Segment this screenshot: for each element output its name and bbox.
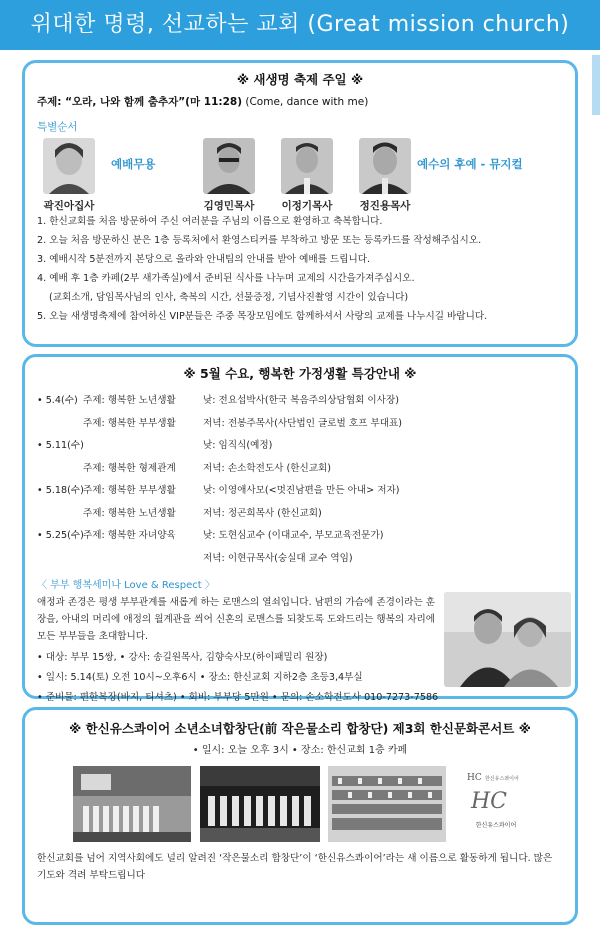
schedule-theme: 주제: 행복한 노년생활 bbox=[83, 395, 176, 406]
schedule-speaker: 낮: 전요섭박사(한국 복음주의상담협회 이사장) bbox=[203, 395, 399, 406]
schedule-row bbox=[37, 503, 575, 526]
schedule-row bbox=[37, 548, 575, 571]
notice-item: 5. 오늘 새생명축제에 참여하신 VIP분들은 주중 목장모임에도 함께하셔서 사랑의 교제를 나누시길 바랍니다. bbox=[37, 311, 488, 322]
person-name: 정진용목사 bbox=[359, 200, 411, 212]
notice-item: 2. 오늘 처음 방문하신 분은 1층 등록처에서 환영스티커를 부착하고 방문 또는 등록카드를 작성해주십시오. bbox=[37, 235, 482, 246]
section-title: ※ 5월 수요, 행복한 가정생활 특강안내 ※ bbox=[183, 366, 417, 381]
lecture-schedule bbox=[37, 390, 575, 570]
notice-item: 1. 한신교회를 처음 방문하여 주신 여러분을 주님의 이름으로 환영하고 축복합니다. bbox=[37, 216, 383, 227]
special-program-label: 특별순서 bbox=[37, 121, 78, 133]
concert-description: 한신교회를 넘어 지역사회에도 널리 알려진 ‘작은물소리 합창단’이 ‘한신유스콰이어’라는 새 이름으로 활동하게 됩니다. 많은 기도와 격려 부탁드립니다 bbox=[37, 853, 553, 881]
seminar-detail: • 준비물: 편한복장(바지, 티셔츠) • 회비: 부부당 5만원 • 문의: 손소학전도사 010-7273-7586 bbox=[37, 692, 439, 703]
person-photo bbox=[359, 138, 411, 194]
schedule-date: • 5.18(수) bbox=[37, 485, 84, 496]
svg-text:HC: HC bbox=[471, 789, 508, 814]
schedule-row bbox=[37, 435, 575, 458]
schedule-theme: 주제: 행복한 형제관계 bbox=[83, 462, 176, 474]
theme-english: (Come, dance with me) bbox=[245, 96, 369, 108]
schedule-theme: 주제: 행복한 노년생활 bbox=[83, 507, 176, 519]
theme-label: 주제: “오라, 나와 함께 춤추자”(마 11:28) bbox=[37, 96, 243, 108]
person-name: 이정기목사 bbox=[281, 200, 333, 212]
choir-photo bbox=[200, 766, 320, 842]
schedule-row bbox=[37, 390, 575, 413]
schedule-speaker: 저녁: 전봉주목사(사단법인 글로벌 호프 부대표) bbox=[203, 417, 402, 429]
side-tab bbox=[592, 55, 600, 115]
choir-photo bbox=[328, 766, 446, 842]
schedule-row bbox=[37, 458, 575, 481]
choir-photo bbox=[73, 766, 191, 842]
schedule-speaker: 낮: 임직식(예정) bbox=[203, 440, 273, 451]
notice-item: (교회소개, 담임목사님의 인사, 축복의 시간, 선물증정, 기념사진촬영 시간이 있습니다) bbox=[49, 292, 409, 303]
dance-tag: 예배무용 bbox=[111, 157, 156, 171]
seminar-description: 애정과 존경은 평생 부부관계를 새롭게 하는 로맨스의 열쇠입니다. 남편의 가슴에 존경이라는 훈장을, 아내의 머리에 애정의 월계관을 씌어 신혼의 로맨스를 되찾도록 도와드리는 행복의 자리에 모든 부부들을 초대합니다. bbox=[37, 597, 436, 642]
concert-photos bbox=[25, 766, 575, 842]
family-lecture-section bbox=[22, 354, 578, 703]
culture-concert-section bbox=[22, 707, 578, 925]
schedule-theme: 주제: 행복한 부부생활 bbox=[83, 485, 176, 496]
notice-list bbox=[37, 212, 565, 326]
theme-line bbox=[37, 94, 575, 109]
schedule-speaker: 저녁: 손소학전도사 (한신교회) bbox=[203, 462, 332, 474]
schedule-row bbox=[37, 525, 575, 548]
choir-logo bbox=[461, 766, 531, 842]
schedule-theme: 주제: 행복한 부부생활 bbox=[83, 417, 176, 429]
schedule-date: • 5.25(수) bbox=[37, 530, 84, 541]
schedule-speaker: 저녁: 이현규목사(숭실대 교수 역임) bbox=[203, 552, 353, 564]
schedule-row bbox=[37, 480, 575, 503]
svg-text:HC: HC bbox=[467, 773, 482, 783]
schedule-speaker: 낮: 이영애사모(<멋진남편을 만든 아내> 저자) bbox=[203, 485, 400, 496]
schedule-row bbox=[37, 413, 575, 436]
schedule-speaker: 저녁: 정곤희목사 (한신교회) bbox=[203, 507, 322, 519]
notice-item: 3. 예배시작 5분전까지 본당으로 올라와 안내팀의 안내를 받아 예배를 드립니다. bbox=[37, 254, 371, 265]
seminar-title: 〈 부부 행복세미나 Love & Respect 〉 bbox=[37, 580, 215, 591]
seminar-detail: • 일시: 5.14(토) 오전 10시~오후6시 • 장소: 한신교회 지하2층 초등3,4부실 bbox=[37, 672, 363, 683]
logo-label: 한신유스콰이어 bbox=[475, 822, 517, 829]
schedule-date: • 5.4(수) bbox=[37, 395, 78, 406]
notice-item: 4. 예배 후 1층 카페(2부 새가족실)에서 준비된 식사를 나누며 교제의 시간을가져주십시오. bbox=[37, 273, 415, 284]
couple-photo bbox=[444, 592, 571, 687]
special-program-people bbox=[25, 138, 575, 210]
person-photo bbox=[203, 138, 255, 194]
person-name: 곽진아집사 bbox=[43, 200, 95, 212]
schedule-speaker: 낮: 도현심교수 (이대교수, 부모교육전문가) bbox=[203, 530, 384, 541]
person-photo bbox=[281, 138, 333, 194]
person-name: 김영민목사 bbox=[203, 200, 255, 212]
schedule-date: • 5.11(수) bbox=[37, 440, 84, 451]
section-title: ※ 한신유스콰이어 소년소녀합창단(前 작은물소리 합창단) 제3회 한신문화콘서트 ※ bbox=[69, 721, 531, 736]
seminar-detail: • 대상: 부부 15쌍, • 강사: 송길원목사, 김향숙사모(하이패밀리 원장) bbox=[37, 652, 328, 663]
section-title: ※ 새생명 축제 주일 ※ bbox=[236, 72, 364, 87]
person-photo bbox=[43, 138, 95, 194]
new-life-festival-section bbox=[22, 60, 578, 347]
page-banner: 위대한 명령, 선교하는 교회 (Great mission church) bbox=[0, 0, 600, 50]
svg-text:한신유스콰이어: 한신유스콰이어 bbox=[485, 776, 519, 782]
schedule-theme: 주제: 행복한 자녀양육 bbox=[83, 530, 176, 541]
concert-info: • 일시: 오늘 오후 3시 • 장소: 한신교회 1층 카페 bbox=[192, 745, 408, 756]
musical-tag: 예수의 후예 - 뮤지컬 bbox=[417, 157, 523, 171]
